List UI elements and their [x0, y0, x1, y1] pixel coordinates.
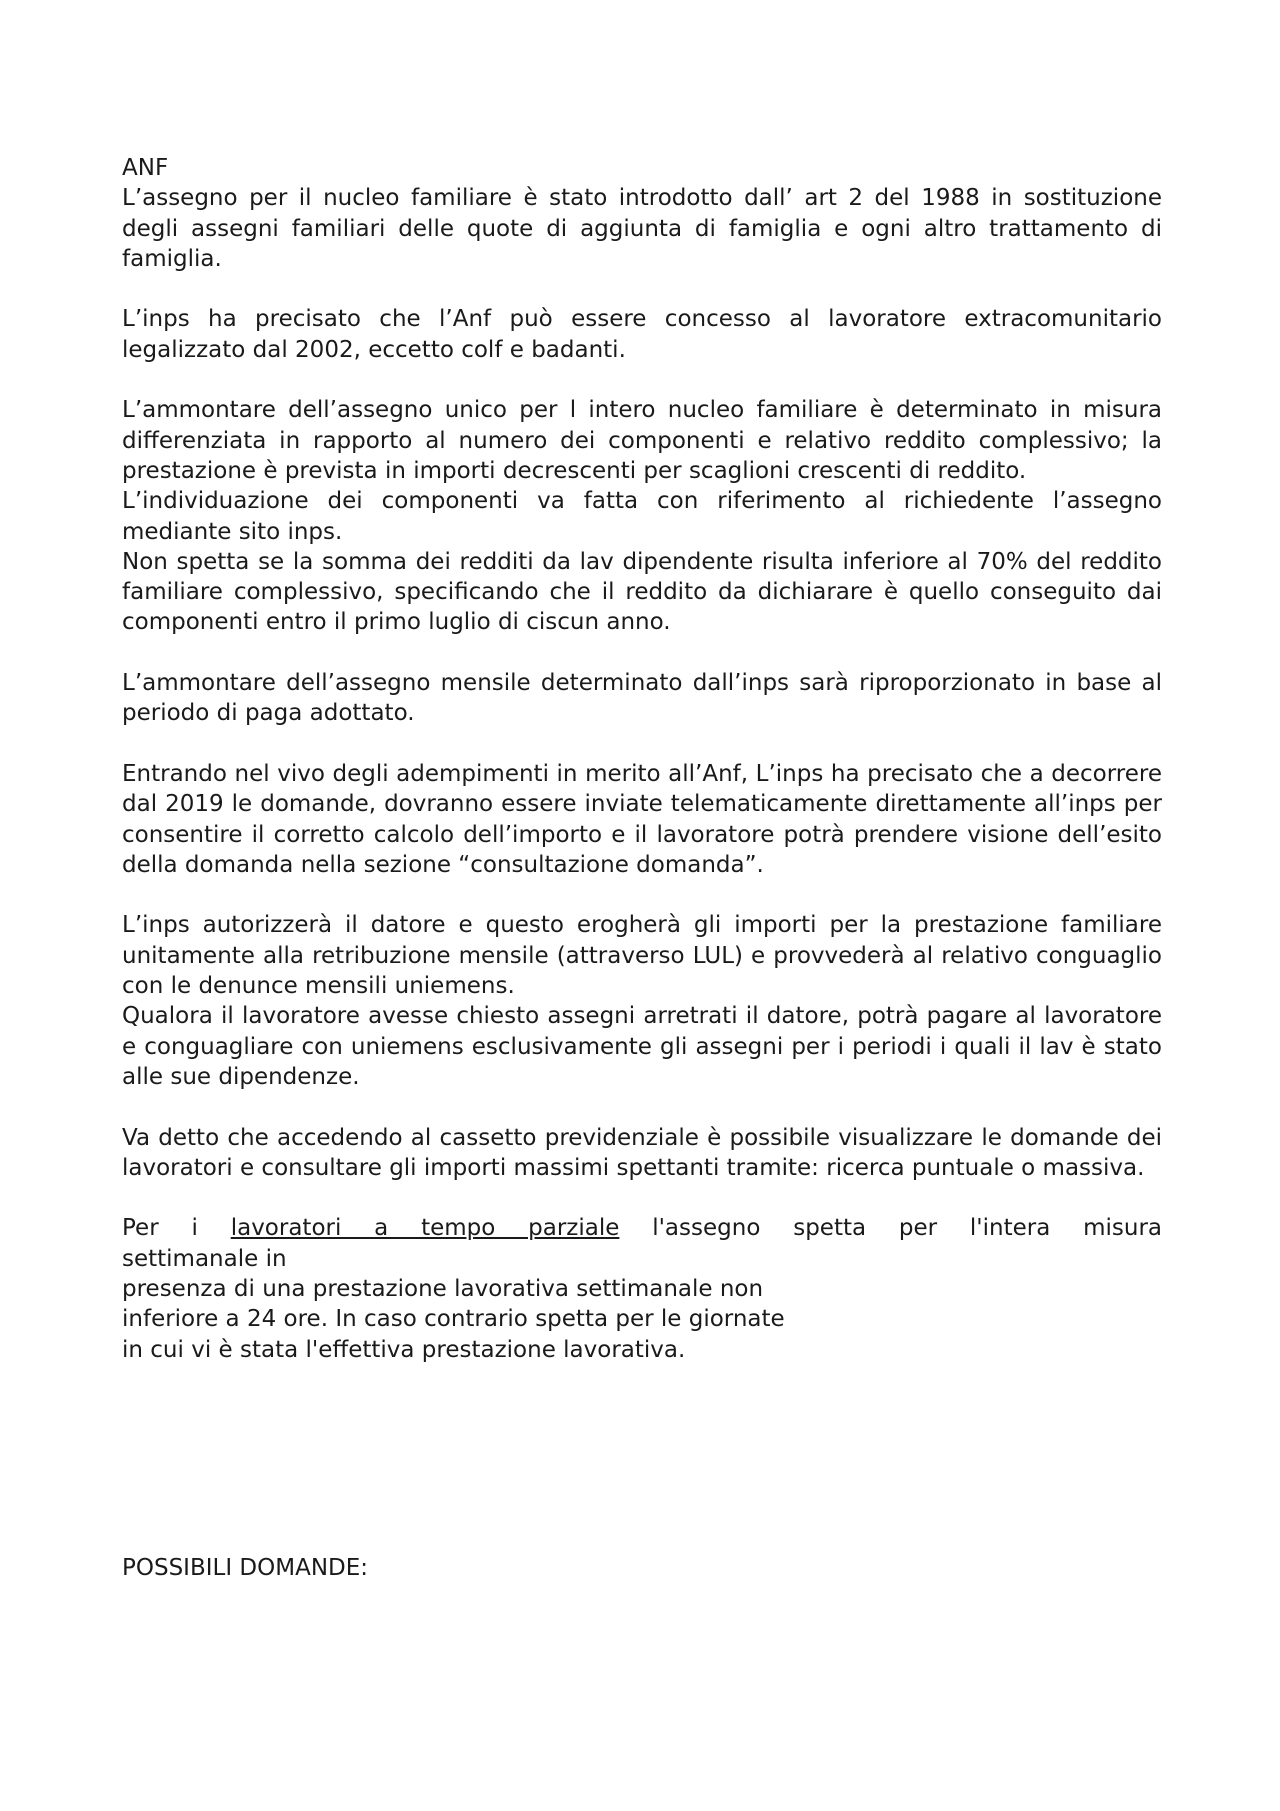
paragraph-cassetto: Va detto che accedendo al cassetto previdenziale è possibile visualizzare le domande dei lavoratori e consultare gli importi massimi spettanti tramite: ricerca puntuale o massiva. — [122, 1124, 1162, 1181]
paragraph-autorizzazione: L’inps autorizzerà il datore e questo erogherà gli importi per la prestazione familiare unitamente alla retribuzione mensile (attraverso LUL) e provvederà al relativo conguaglio con le denunce mensili uniemens. — [122, 912, 1162, 1000]
paragraph-extracomunitario: L’inps ha precisato che l’Anf può essere concesso al lavoratore extracomunitario legalizzato dal 2002, eccetto colf e badanti. — [122, 306, 1162, 363]
part-time-line-3: presenza di una prestazione lavorativa settimanale non — [122, 1275, 764, 1302]
part-time-prefix: Per i — [122, 1215, 198, 1242]
paragraph-anf-intro: L’assegno per il nucleo familiare è stato introdotto dall’ art 2 del 1988 in sostituzione degli assegni familiari delle quote di aggiunta di famiglia e ogni altro trattamento di famiglia. — [122, 185, 1162, 272]
questions-heading: POSSIBILI DOMANDE: — [122, 1555, 369, 1581]
paragraph-non-spetta: Non spetta se la somma dei redditi da lav dipendente risulta inferiore al 70% del reddito familiare complessivo, specificando che il reddito da dichiarare è quello conseguito dai componenti entro il primo luglio di ciscun anno. — [122, 548, 1162, 636]
part-time-suffix: l'assegno spetta per l'intera misura — [652, 1215, 1163, 1242]
document-body — [122, 153, 1162, 1365]
part-time-line-5: in cui vi è stata l'effettiva prestazione lavorativa. — [122, 1336, 686, 1363]
part-time-line-4: inferiore a 24 ore. In caso contrario spetta per le giornate — [122, 1306, 785, 1333]
part-time-line-2: settimanale in — [122, 1245, 287, 1272]
paragraph-ammontare: L’ammontare dell’assegno unico per l intero nucleo familiare è determinato in misura differenziata in rapporto al numero dei componenti e relativo reddito complessivo; la prestazione è prevista in importi decrescenti per scaglioni crescenti di reddito. — [122, 397, 1162, 484]
paragraph-arretrati: Qualora il lavoratore avesse chiesto assegni arretrati il datore, potrà pagare al lavoratore e conguagliare con uniemens esclusivamente gli assegni per i periodi i quali il lav è stato alle sue dipendenze. — [122, 1003, 1162, 1090]
paragraph-ammontare-mensile: L’ammontare dell’assegno mensile determinato dall’inps sarà riproporzionato in base al periodo di paga adottato. — [122, 670, 1162, 727]
paragraph-adempimenti: Entrando nel vivo degli adempimenti in merito all’Anf, L’inps ha precisato che a decorrere dal 2019 le domande, dovranno essere inviate telematicamente direttamente all’inps per consentire il corretto calcolo dell’importo e il lavoratore potrà prendere visione dell’esito della domanda nella sezione “consultazione domanda”. — [122, 760, 1162, 878]
paragraph-individuazione: L’individuazione dei componenti va fatta con riferimento al richiedente l’assegno mediante sito inps. — [122, 488, 1162, 545]
part-time-link[interactable]: lavoratori a tempo parziale — [230, 1215, 620, 1242]
part-time-line-1 — [122, 1213, 1162, 1243]
document-title: ANF — [122, 155, 169, 181]
paragraph-part-time — [122, 1213, 1162, 1364]
